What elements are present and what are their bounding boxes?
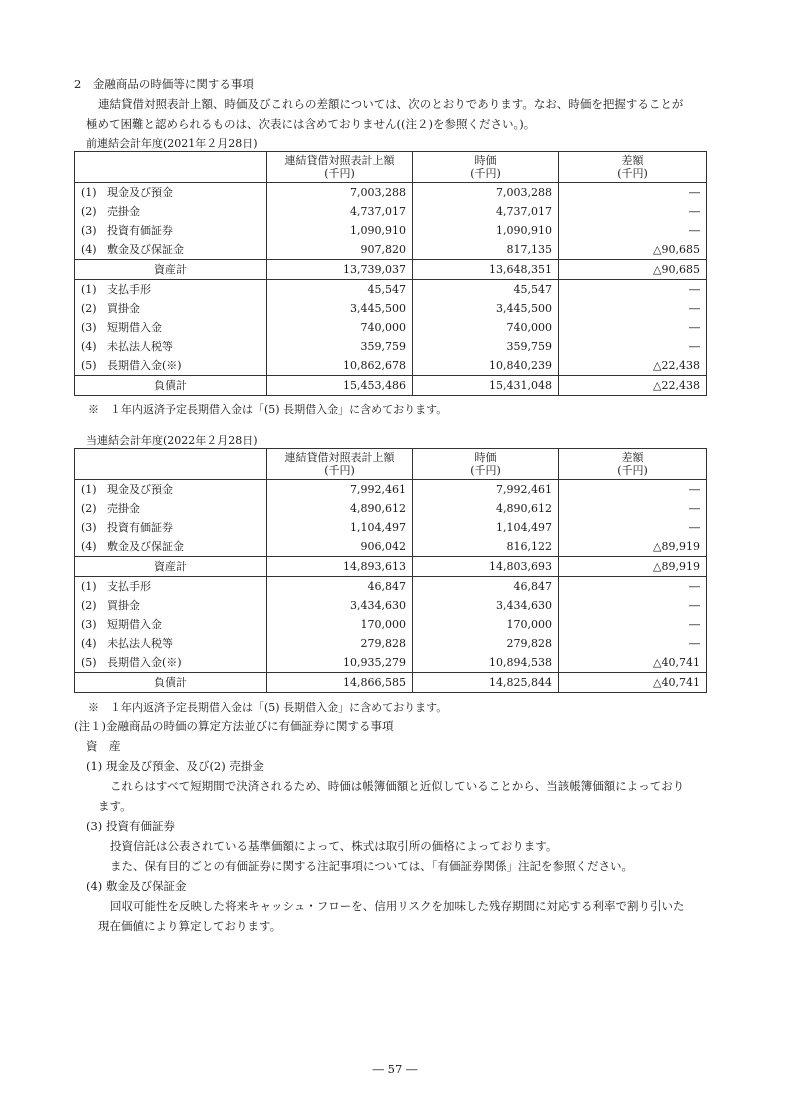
assets-total-row: 資産計 14,893,613 14,803,693 △89,919 bbox=[75, 557, 707, 577]
table-header-row bbox=[75, 152, 707, 183]
assets-total-row: 資産計 13,739,037 13,648,351 △90,685 bbox=[75, 260, 707, 280]
note1-heading: (注１)金融商品の時価の算定方法並びに有価証券に関する事項 bbox=[74, 719, 394, 733]
item1-heading: (1) 現金及び預金、及び(2) 売掛金 bbox=[86, 759, 264, 773]
liabilities-total-row: 負債計 14,866,585 14,825,844 △40,741 bbox=[75, 673, 707, 693]
header-blank bbox=[75, 152, 267, 183]
header-book-value: 連結貸借対照表計上額 (千円) bbox=[267, 152, 413, 183]
header-difference: 差額 (千円) bbox=[559, 152, 707, 183]
assets-label: 資 産 bbox=[86, 739, 121, 753]
prior-year-caption: 前連結会計年度(2021年２月28日) bbox=[86, 137, 258, 150]
item3-text-2: また、保有目的ごとの有価証券に関する注記事項については、「有価証券関係」注記を参照ください。 bbox=[110, 859, 634, 873]
current-year-table bbox=[74, 448, 707, 693]
table-row: (5) 長期借入金(※) 10,935,279 10,894,538 △40,741 bbox=[75, 653, 707, 673]
header-fair-value: 時価 (千円) bbox=[413, 449, 559, 480]
item1-text-1: これらはすべて短期間で決済されるため、時価は帳簿価額と近似していることから、当該帳簿価額によっており bbox=[110, 779, 685, 793]
item3-text-1: 投資信託は公表されている基準価額によって、株式は取引所の価格によっております。 bbox=[110, 839, 558, 853]
current-year-note: ※ １年内返済予定長期借入金は「(5) 長期借入金」に含めております。 bbox=[88, 701, 448, 714]
table-row: (4) 未払法人税等 359,759 359,759 ― bbox=[75, 337, 707, 356]
table-row: (1) 支払手形 45,547 45,547 ― bbox=[75, 280, 707, 300]
table-row: (4) 敷金及び保証金 907,820 817,135 △90,685 bbox=[75, 240, 707, 260]
table-row: (2) 買掛金 3,434,630 3,434,630 ― bbox=[75, 596, 707, 615]
table-row: (3) 投資有価証券 1,104,497 1,104,497 ― bbox=[75, 518, 707, 537]
prior-year-note: ※ １年内返済予定長期借入金は「(5) 長期借入金」に含めております。 bbox=[88, 403, 448, 416]
table-row: (4) 敷金及び保証金 906,042 816,122 △89,919 bbox=[75, 537, 707, 557]
table-row: (4) 未払法人税等 279,828 279,828 ― bbox=[75, 634, 707, 653]
table-row: (2) 売掛金 4,737,017 4,737,017 ― bbox=[75, 202, 707, 221]
table-row: (2) 売掛金 4,890,612 4,890,612 ― bbox=[75, 499, 707, 518]
table-row: (3) 短期借入金 170,000 170,000 ― bbox=[75, 615, 707, 634]
table-row: (3) 投資有価証券 1,090,910 1,090,910 ― bbox=[75, 221, 707, 240]
intro-line-2: 極めて困難と認められるものは、次表には含めておりません((注２)を参照ください。)。 bbox=[86, 117, 536, 131]
table-row: (1) 現金及び預金 7,992,461 7,992,461 ― bbox=[75, 480, 707, 500]
page-number: ― 57 ― bbox=[372, 1062, 418, 1076]
liabilities-total-row: 負債計 15,453,486 15,431,048 △22,438 bbox=[75, 376, 707, 396]
table-header-row bbox=[75, 449, 707, 480]
header-difference: 差額 (千円) bbox=[559, 449, 707, 480]
table-row: (3) 短期借入金 740,000 740,000 ― bbox=[75, 318, 707, 337]
item4-heading: (4) 敷金及び保証金 bbox=[86, 879, 187, 893]
item4-text-2: 現在価値により算定しております。 bbox=[98, 919, 282, 933]
section-heading: 2 金融商品の時価等に関する事項 bbox=[74, 77, 254, 91]
item3-heading: (3) 投資有価証券 bbox=[86, 819, 175, 833]
header-book-value: 連結貸借対照表計上額 (千円) bbox=[267, 449, 413, 480]
intro-line-1: 連結貸借対照表計上額、時価及びこれらの差額については、次のとおりであります。なお、時価を把握することが bbox=[98, 97, 684, 111]
prior-year-table bbox=[74, 151, 707, 396]
header-fair-value: 時価 (千円) bbox=[413, 152, 559, 183]
table-row: (5) 長期借入金(※) 10,862,678 10,840,239 △22,438 bbox=[75, 356, 707, 376]
header-blank bbox=[75, 449, 267, 480]
table-row: (2) 買掛金 3,445,500 3,445,500 ― bbox=[75, 299, 707, 318]
table-row: (1) 現金及び預金 7,003,288 7,003,288 ― bbox=[75, 183, 707, 203]
table-row: (1) 支払手形 46,847 46,847 ― bbox=[75, 577, 707, 597]
current-year-caption: 当連結会計年度(2022年２月28日) bbox=[86, 434, 258, 447]
item4-text-1: 回収可能性を反映した将来キャッシュ・フローを、信用リスクを加味した残存期間に対応する利率で割り引いた bbox=[110, 899, 685, 913]
item1-text-2: ます。 bbox=[98, 799, 132, 813]
